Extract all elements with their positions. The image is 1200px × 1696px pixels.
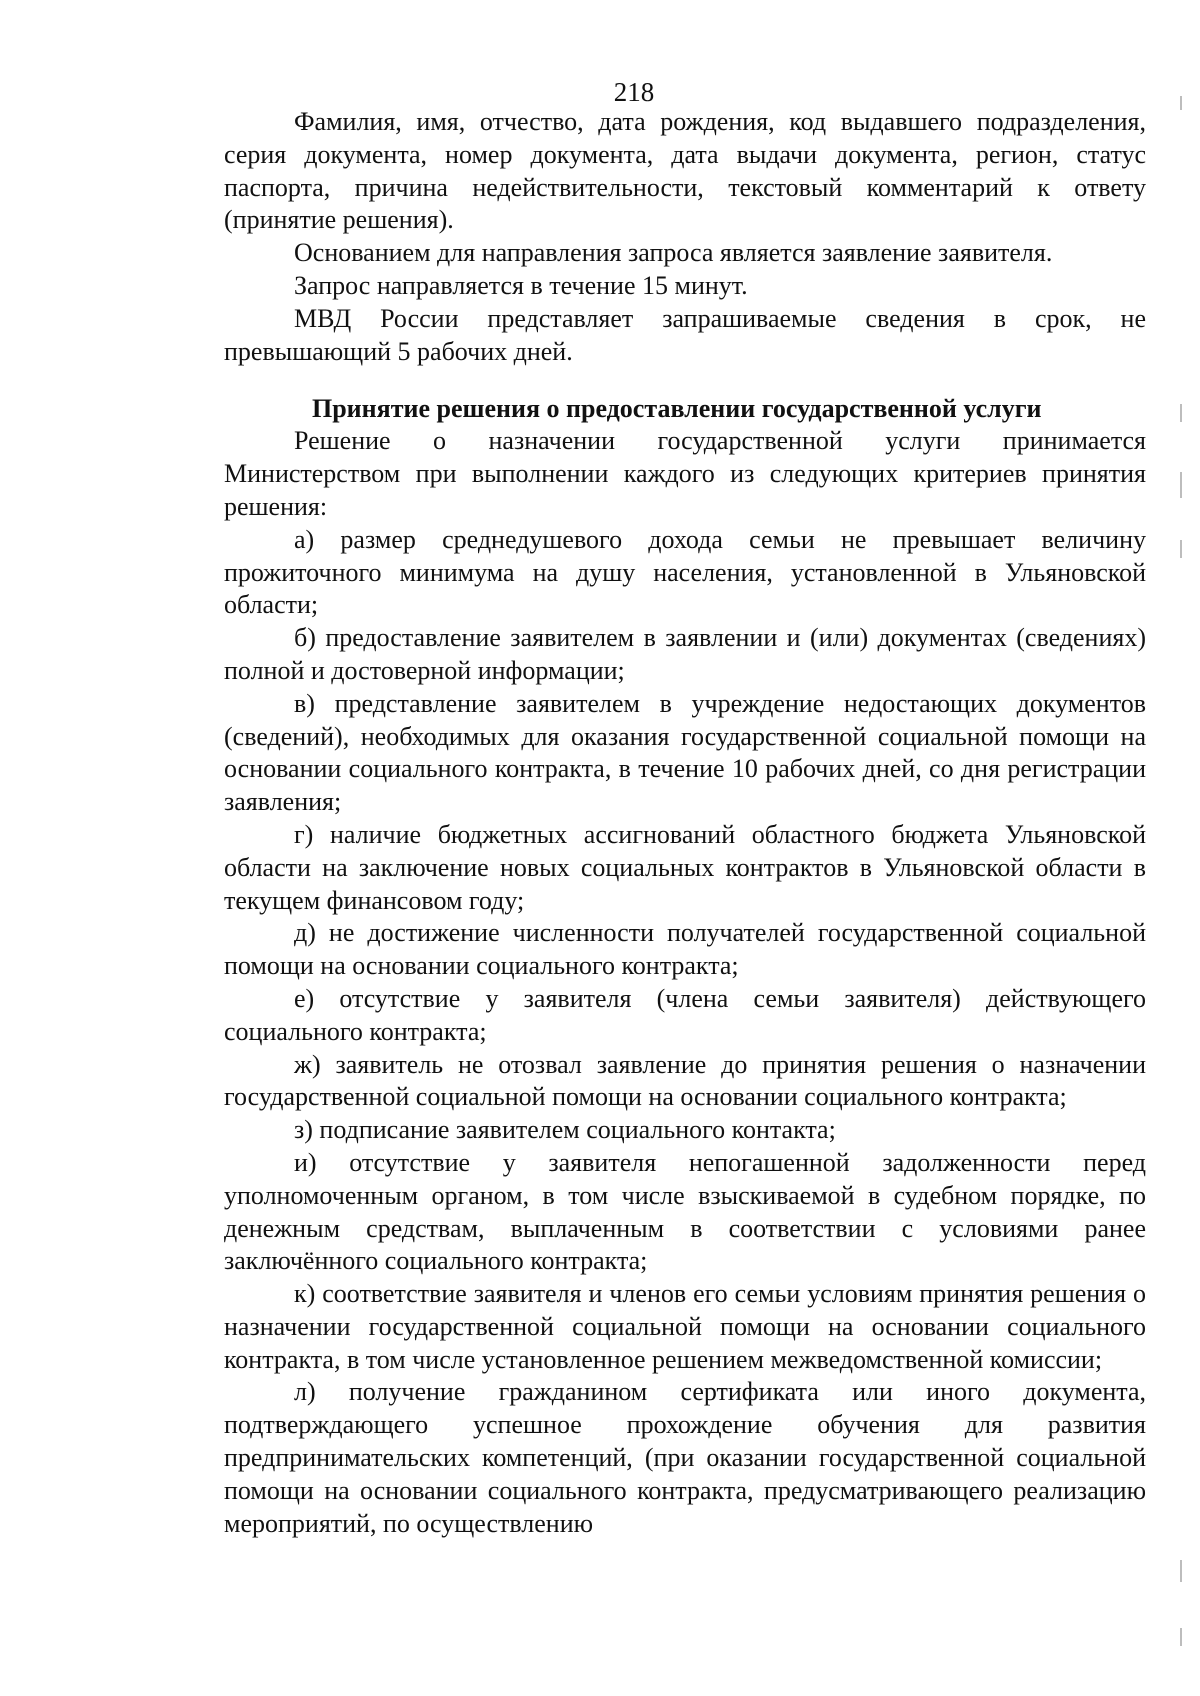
- scan-artifact: [1180, 404, 1182, 422]
- scan-artifact: [1180, 540, 1182, 558]
- criterion-item-d: д) не достижение численности получателей государственной социальной помощи на основании социального контракта;: [224, 918, 1146, 981]
- scan-artifact: [1180, 472, 1182, 498]
- criterion-item-z: з) подписание заявителем социального контакта;: [294, 1115, 836, 1145]
- paragraph-requested-fields: Фамилия, имя, отчество, дата рождения, код выдавшего подразделения, серия документа, номер документа, дата выдачи документа, регион, статус паспорта, причина недействительности, текстовый комментарий к ответу (принятие решения).: [224, 107, 1146, 235]
- criterion-item-g: г) наличие бюджетных ассигнований областного бюджета Ульяновской области на заключение новых социальных контрактов в Ульяновской области в текущем финансовом году;: [224, 819, 1146, 915]
- paragraph-mvd-response: МВД России представляет запрашиваемые сведения в срок, не превышающий 5 рабочих дней.: [224, 303, 1146, 366]
- section-heading: Принятие решения о предоставлении государственной услуги: [312, 394, 1042, 424]
- criterion-item-k: к) соответствие заявителя и членов его семьи условиям принятия решения о назначении государственной социальной помощи на основании социального контракта, в том числе установленное решением межведомственной комиссии;: [224, 1279, 1146, 1374]
- criterion-item-b: б) предоставление заявителем в заявлении и (или) документах (сведениях) полной и достоверной информации;: [224, 623, 1146, 685]
- criterion-item-e: е) отсутствие у заявителя (члена семьи заявителя) действующего социального контракта;: [224, 983, 1146, 1046]
- scan-artifact: [1180, 96, 1182, 110]
- paragraph-decision-lead: Решение о назначении государственной услуги принимается Министерством при выполнении каждого из следующих критериев принятия решения:: [224, 426, 1146, 521]
- scan-artifact: [1180, 1560, 1182, 1582]
- paragraph-request-timing: Запрос направляется в течение 15 минут.: [294, 270, 748, 300]
- criterion-item-l: л) получение гражданином сертификата или иного документа, подтверждающего успешное прохождение обучения для развития предпринимательских компетенций, (при оказании государственной социальной помощи на основании социального контракта, предусматривающего реализацию мероприятий, по осуществлению: [224, 1377, 1146, 1538]
- document-body: [224, 106, 1146, 1540]
- page-number: 218: [613, 77, 655, 107]
- criterion-item-a: а) размер среднедушевого дохода семьи не превышает величину прожиточного минимума на душу населения, установленной в Ульяновской области;: [224, 524, 1146, 620]
- scan-artifact: [1180, 1628, 1182, 1646]
- paragraph-request-basis: Основанием для направления запроса является заявление заявителя.: [294, 238, 1053, 268]
- criterion-item-zh: ж) заявитель не отозвал заявление до принятия решения о назначении государственной социальной помощи на основании социального контракта;: [224, 1049, 1146, 1112]
- criterion-item-v: в) представление заявителем в учреждение недостающих документов (сведений), необходимых для оказания государственной социальной помощи на основании социального контракта, в течение 10 рабочих дней, со дня регистрации заявления;: [224, 688, 1146, 817]
- criterion-item-i: и) отсутствие у заявителя непогашенной задолженности перед уполномоченным органом, в том числе взыскиваемой в судебном порядке, по денежным средствам, выплаченным в соответствии с условиями ранее заключённого социального контракта;: [224, 1147, 1146, 1276]
